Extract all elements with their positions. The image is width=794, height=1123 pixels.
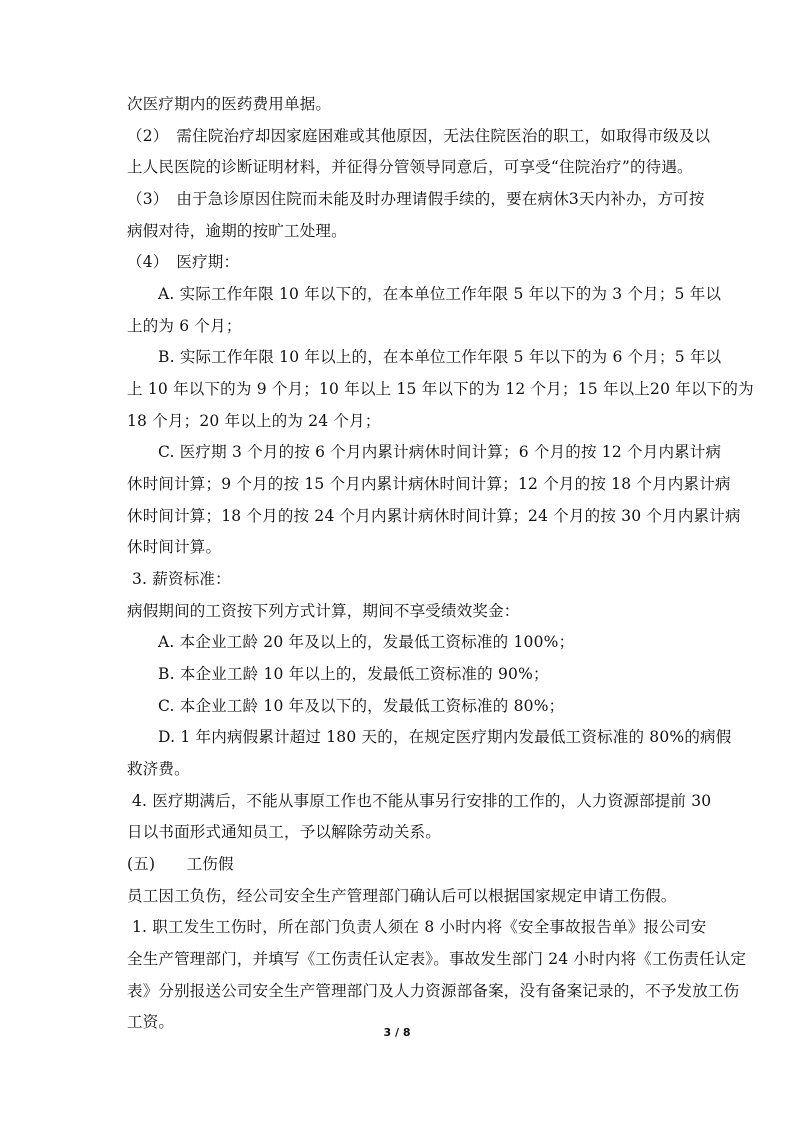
text-line: 上人民医院的诊断证明材料，并征得分管领导同意后，可享受“住院治疗”的待遇。 <box>127 158 693 176</box>
text-line: 全生产管理部门，并填写《工伤责任认定表》。事故发生部门 24 小时内将《工伤责任认定 <box>127 950 747 968</box>
text-line: A. 实际工作年限 10 年以下的，在本单位工作年限 5 年以下的为 3 个月；5 年以 <box>158 285 722 303</box>
text-line: 救济费。 <box>127 760 190 778</box>
text-line: 休时间计算。 <box>127 538 222 556</box>
text-line: 4. 医疗期满后，不能从事原工作也不能从事另行安排的工作的，人力资源部提前 30 <box>132 792 712 810</box>
text-line: 3. 薪资标准： <box>132 570 231 588</box>
text-line: B. 本企业工龄 10 年以上的，发最低工资标准的 90%； <box>158 665 549 683</box>
text-line: B. 实际工作年限 10 年以上的，在本单位工作年限 5 年以下的为 6 个月；5 年以 <box>158 348 722 366</box>
section-heading: (五) 工伤假 <box>127 855 234 873</box>
text-line: 病假期间的工资按下列方式计算，期间不享受绩效奖金： <box>127 602 520 620</box>
text-line: （2） 需住院治疗却因家庭困难或其他原因，无法住院医治的职工，如取得市级及以 <box>127 127 711 145</box>
text-line: 日以书面形式通知员工，予以解除劳动关系。 <box>127 823 442 841</box>
text-line: 员工因工负伤，经公司安全生产管理部门确认后可以根据国家规定申请工伤假。 <box>127 887 677 905</box>
text-line: A. 本企业工龄 20 年及以上的，发最低工资标准的 100%； <box>158 633 575 651</box>
text-line: 工资。 <box>127 1013 175 1031</box>
text-line: 上 10 年以下的为 9 个月；10 年以上 15 年以下的为 12 个月；15 年以上20 年以下的为 <box>127 380 754 398</box>
text-line: C. 本企业工龄 10 年及以下的，发最低工资标准的 80%； <box>158 697 565 715</box>
text-line: 上的为 6 个月； <box>127 317 242 335</box>
text-line: C. 医疗期 3 个月的按 6 个月内累计病休时间计算；6 个月的按 12 个月内累计病 <box>158 443 722 461</box>
text-line: D. 1 年内病假累计超过 180 天的，在规定医疗期内发最低工资标准的 80%的病假 <box>158 728 732 746</box>
text-line: 次医疗期内的医药费用单据。 <box>127 95 332 113</box>
text-line: （3） 由于急诊原因住院而未能及时办理请假手续的，要在病休3天内补办，方可按 <box>127 190 705 208</box>
text-line: 1. 职工发生工伤时，所在部门负责人须在 8 小时内将《安全事故报告单》报公司安 <box>132 918 707 936</box>
text-line: 病假对待，逾期的按旷工处理。 <box>127 222 347 240</box>
text-line: 休时间计算；18 个月的按 24 个月内累计病休时间计算；24 个月的按 30 个月内累计病 <box>127 507 741 525</box>
text-line: （4） 医疗期： <box>127 253 240 271</box>
text-line: 休时间计算；9 个月的按 15 个月内累计病休时间计算；12 个月的按 18 个月内累计病 <box>127 475 731 493</box>
page-number: 3 / 8 <box>383 1026 411 1039</box>
text-line: 18 个月；20 年以上的为 24 个月； <box>127 412 381 430</box>
text-line: 表》分别报送公司安全生产管理部门及人力资源部备案，没有备案记录的，不予发放工伤 <box>127 982 740 1000</box>
